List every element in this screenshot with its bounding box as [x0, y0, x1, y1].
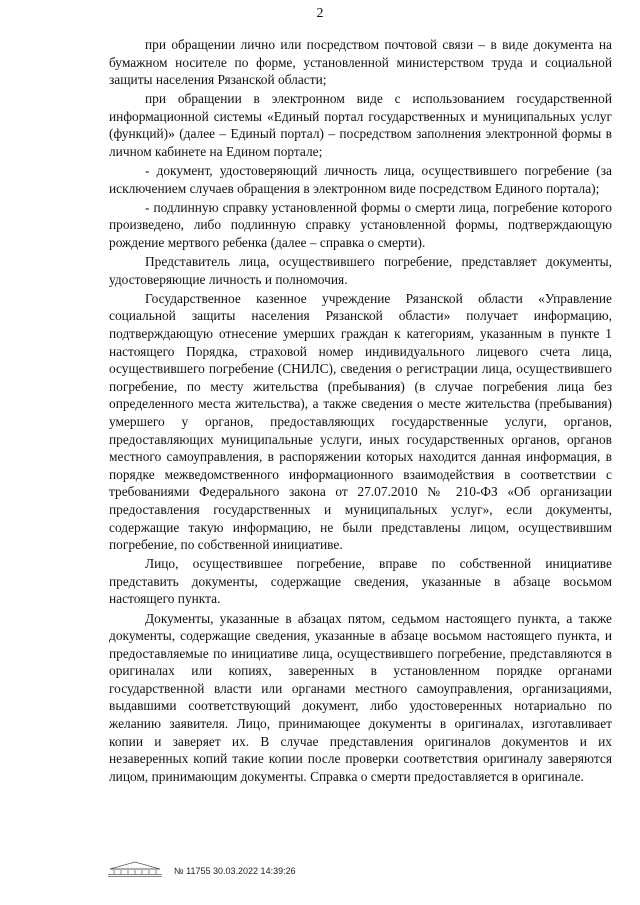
paragraph: при обращении лично или посредством почтовой связи – в виде документа на бумажном носителе по форме, установленной министерством труда и социальной защиты населения Рязанской области; [109, 37, 612, 88]
paragraph: Представитель лица, осуществившего погребение, представляет документы, удостоверяющие личность и полномочия. [109, 254, 612, 287]
document-footer [100, 860, 400, 880]
paragraph: Государственное казенное учреждение Рязанской области «Управление социальной защиты населения Рязанской области» получает информацию, подтверждающую отнесение умерших граждан к категориям, указанным в пункте 1 настоящего Порядка, страховой номер индивидуального лицевого счета лица, осуществившего погребение (СНИЛС), сведения о регистрации лица, осуществившего погребение, по месту жительства (пребывания) (в случае погребения лица без определенного места жительства), а также сведения о месте жительства (пребывания) умершего у органов, предоставляющих государственные услуги, органов, предоставляющих муниципальные услуги, иных государственных органов, органов местного самоуправления, в распоряжении которых находится данная информация, в порядке межведомственного информационного взаимодействия в соответствии с требованиями Федерального закона от 27.07.2010 № 210-ФЗ «Об организации предоставления государственных и муниципальных услуг», если документы, содержащие такую информацию, не были представлены лицом, осуществившим погребение, по собственной инициативе. [109, 290, 612, 553]
paragraph: - документ, удостоверяющий личность лица, осуществившего погребение (за исключением случаев обращения в электронном виде посредством Единого портала); [109, 163, 612, 196]
document-body [109, 36, 612, 787]
paragraph: при обращении в электронном виде с использованием государственной информационной системы «Единый портал государственных и муниципальных услуг (функций)» (далее – Единый портал) – посредством заполнения электронной формы в личном кабинете на Едином портале; [109, 91, 612, 160]
government-building-stamp-icon [106, 860, 164, 878]
paragraph: Лицо, осуществившее погребение, вправе по собственной инициативе представить документы, содержащие сведения, указанные в абзаце восьмом настоящего пункта. [109, 556, 612, 607]
page-number: 2 [316, 6, 324, 21]
paragraph: - подлинную справку установленной формы о смерти лица, погребение которого произведено, либо подлинную справку установленной формы, подтверждающую рождение мертвого ребенка (далее – справка о смерти). [109, 199, 612, 251]
paragraph: Документы, указанные в абзацах пятом, седьмом настоящего пункта, а также документы, содержащие сведения, указанные в абзаце восьмом настоящего пункта, и предоставляемые по инициативе лица, осуществившего погребение, представляются в оригиналах или копиях, заверенных в установленном порядке органами государственной власти или органами местного самоуправления, организациями, выдавшими соответствующий документ, либо удостоверенных нотариально по желанию заявителя. Лицо, принимающее документы в оригиналах, изготавливает копии и заверяет их. В случае представления оригиналов документов и их незаверенных копий такие копии после проверки соответствия оригиналу заверяются лицом, принимающим документы. Справка о смерти предоставляется в оригинале. [109, 610, 612, 784]
registration-stamp: № 11755 30.03.2022 14:39:26 [174, 866, 296, 876]
